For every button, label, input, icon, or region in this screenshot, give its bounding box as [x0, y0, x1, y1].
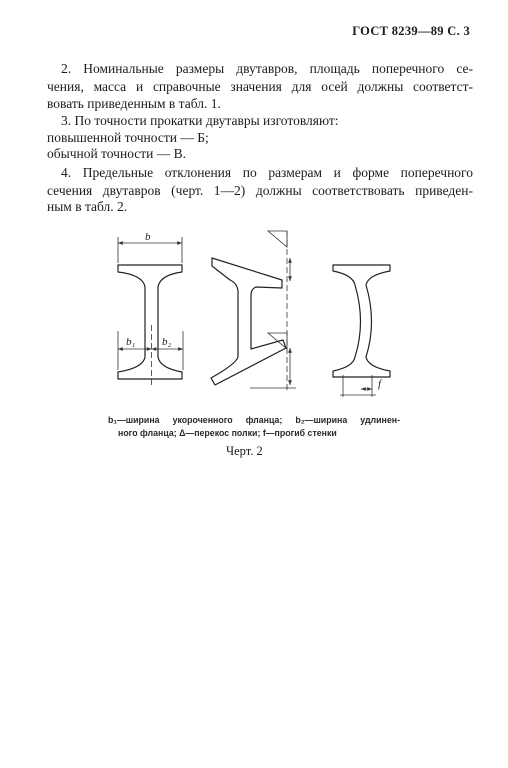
ibeam-flange-width-drawing	[118, 231, 183, 387]
figure-title: Черт. 2	[226, 444, 263, 458]
standard-page-header: ГОСТ 8239—89 С. 3	[352, 24, 470, 38]
figure-drawings	[0, 225, 508, 410]
paragraph-3-item-1: повышенной точности — Б;	[47, 130, 209, 145]
ibeam-skewed-outline	[211, 258, 286, 385]
dimension-b1-label: b₁	[126, 336, 136, 348]
dimension-b-label: b	[145, 231, 151, 243]
paragraph-4-line-3: ным в табл. 2.	[47, 199, 128, 214]
paragraph-2-line-1: 2. Номинальные размеры двутавров, площадь поперечного се-	[61, 61, 473, 76]
skew-reference-triangle-top	[268, 231, 287, 247]
paragraph-4-line-2: сечения двутавров (черт. 1—2) должны соответствовать приведен-	[47, 183, 473, 198]
ibeam-bent-web-outline	[333, 265, 390, 377]
paragraph-4-line-1: 4. Предельные отклонения по размерам и форме поперечного	[61, 165, 473, 180]
paragraph-2-line-2: чения, масса и справочные значения для осей должны соответст-	[47, 79, 473, 94]
paragraph-3-line-1: 3. По точности прокатки двутавры изготовляют:	[61, 113, 339, 128]
figure-caption-line-2: ного фланца; Δ—перекос полки; f—прогиб стенки	[118, 428, 337, 438]
ibeam-normal-outline	[118, 265, 182, 379]
skew-reference-triangle-bottom	[268, 333, 287, 349]
paragraph-2-line-3: вовать приведенным в табл. 1.	[47, 96, 221, 111]
dimension-b2-label: b₂	[162, 336, 172, 348]
figure-caption-line-1: b₁—ширина укороченного фланца; b₂—ширина удлинен-	[108, 415, 400, 425]
dimension-f-label: f	[378, 378, 382, 390]
ibeam-web-deflection-drawing	[333, 265, 390, 397]
ibeam-flange-skew-drawing	[211, 231, 296, 391]
paragraph-3-item-2: обычной точности — В.	[47, 146, 187, 161]
